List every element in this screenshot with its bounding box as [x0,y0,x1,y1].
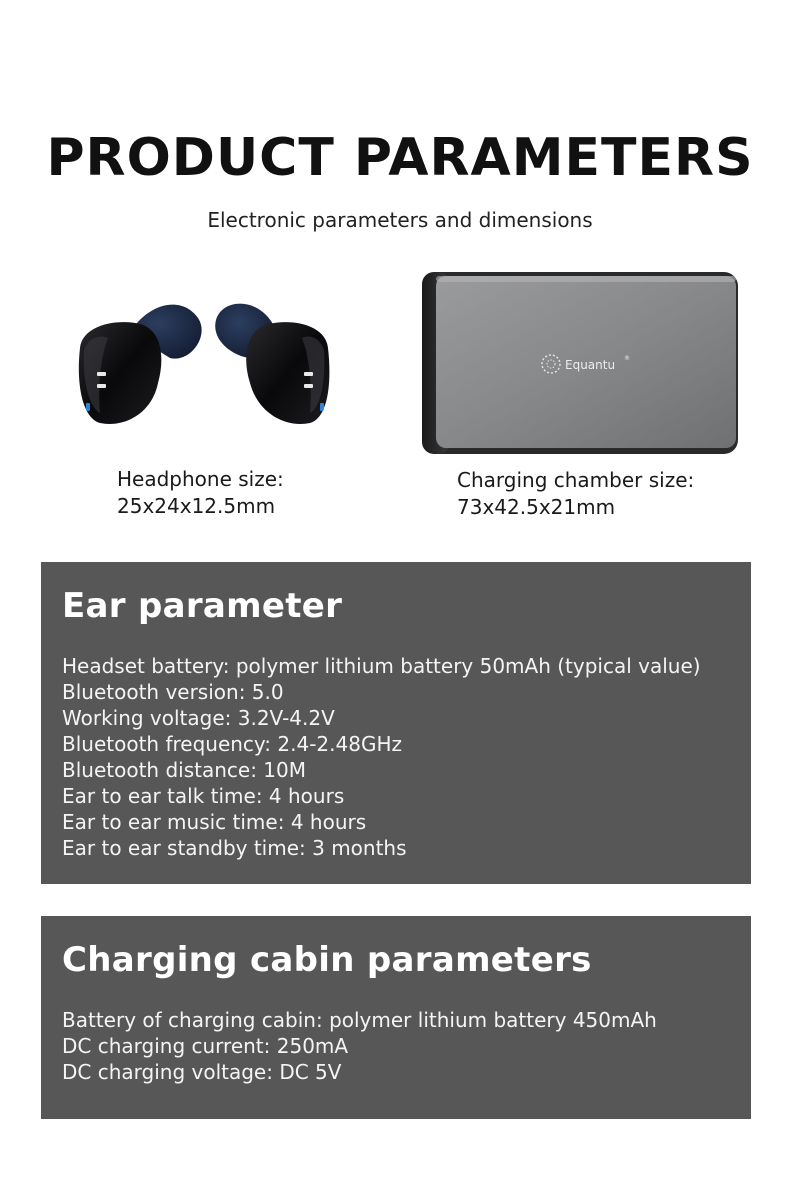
list-item: DC charging current: 250mA [62,1034,349,1058]
list-item: Ear to ear standby time: 3 months [62,836,407,860]
list-item: Battery of charging cabin: polymer lithium battery 450mAh [62,1008,657,1032]
ear-parameter-list [62,653,751,861]
charging-cabin-panel [41,916,751,1119]
list-item: Bluetooth frequency: 2.4-2.48GHz [62,732,402,756]
left-earbud-icon [79,305,202,424]
headphone-size-label: Headphone size: [117,467,284,491]
page-subtitle: Electronic parameters and dimensions [207,208,593,232]
list-item: Bluetooth version: 5.0 [62,680,284,704]
list-item: Ear to ear talk time: 4 hours [62,784,345,808]
right-earbud-icon [215,304,329,424]
list-item: Headset battery: polymer lithium battery 50mAh (typical value) [62,654,701,678]
headphone-size-value: 25x24x12.5mm [117,494,276,518]
charging-cabin-title: Charging cabin parameters [62,940,592,980]
charging-cabin-list [62,1007,751,1085]
ear-parameter-title: Ear parameter [62,586,343,626]
earbuds-image [70,288,340,438]
headphone-size [117,466,284,520]
brand-mark: ® [624,355,630,362]
charging-chamber-size-value: 73x42.5x21mm [457,495,616,519]
list-item: Working voltage: 3.2V-4.2V [62,706,335,730]
list-item: Ear to ear music time: 4 hours [62,810,367,834]
brand-name: Equantu [565,358,616,372]
list-item: DC charging voltage: DC 5V [62,1060,342,1084]
list-item: Bluetooth distance: 10M [62,758,306,782]
charging-case-image [418,268,742,458]
page-title: PRODUCT PARAMETERS [46,128,754,188]
ear-parameter-panel [41,562,751,884]
charging-chamber-size [457,467,694,521]
charging-chamber-size-label: Charging chamber size: [457,468,695,492]
